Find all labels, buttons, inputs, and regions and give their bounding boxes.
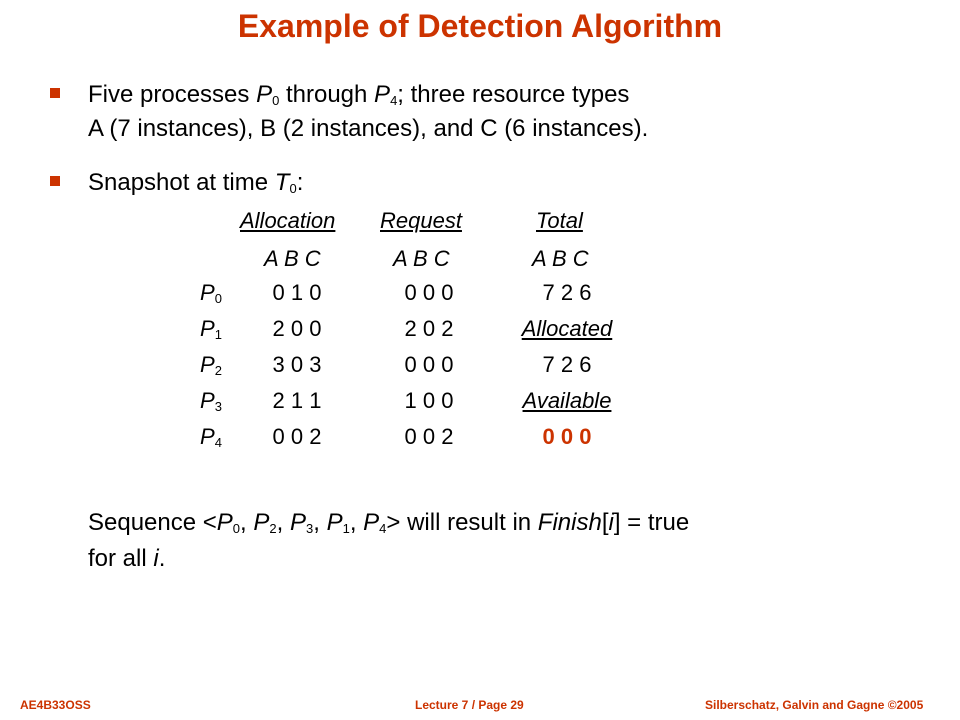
header-request: Request: [380, 208, 462, 233]
total-cell: 7 2 6: [542, 280, 592, 305]
footer-page: Lecture 7 / Page 29: [415, 698, 524, 712]
slide-title: Example of Detection Algorithm: [237, 8, 723, 44]
alloc-cell: 2 1 1: [272, 388, 322, 413]
alloc-cell: 0 0 2: [272, 424, 322, 449]
sequence-line-1: Sequence $<P_0$, $P_2$, $P_3$, $P_1$, $P_4>$ will result in Finish[i] = true: [88, 509, 690, 536]
subheader-total: A B C: [532, 246, 589, 271]
bullet-2: Snapshot at time $T_0$:: [88, 169, 304, 196]
subheader-request: A B C: [393, 246, 450, 271]
req-cell: 0 0 0: [404, 280, 454, 305]
process-label: $P_2$: [200, 352, 222, 378]
bullet-marker: [50, 176, 60, 186]
req-cell: 0 0 0: [404, 352, 454, 377]
req-cell: 1 0 0: [404, 388, 454, 413]
header-allocation: Allocation: [240, 208, 336, 233]
process-label: $P_0$: [200, 280, 222, 306]
req-cell: 2 0 2: [404, 316, 454, 341]
alloc-cell: 2 0 0: [272, 316, 322, 341]
bullet-1-line-1: Five processes $P_0$ through $P_4$; three resource types: [88, 81, 630, 108]
footer-copyright: Silberschatz, Galvin and Gagne ©2005: [705, 698, 924, 712]
sequence-line-2: for all i.: [88, 545, 166, 572]
bullet-1-line-2: A (7 instances), B (2 instances), and C (6 instances).: [88, 115, 649, 142]
header-total: Total: [536, 208, 583, 233]
subheader-allocation: A B C: [264, 246, 321, 271]
total-cell: 7 2 6: [542, 352, 592, 377]
available-label: Available: [522, 388, 612, 413]
footer-course: AE4B33OSS: [20, 698, 91, 712]
process-label: $P_4$: [200, 424, 222, 450]
allocated-label: Allocated: [521, 316, 613, 341]
alloc-cell: 3 0 3: [272, 352, 322, 377]
process-label: $P_3$: [200, 388, 222, 414]
alloc-cell: 0 1 0: [272, 280, 322, 305]
req-cell: 0 0 2: [404, 424, 454, 449]
process-label: $P_1$: [200, 316, 222, 342]
bullet-marker: [50, 88, 60, 98]
available-value: 0 0 0: [542, 424, 592, 449]
